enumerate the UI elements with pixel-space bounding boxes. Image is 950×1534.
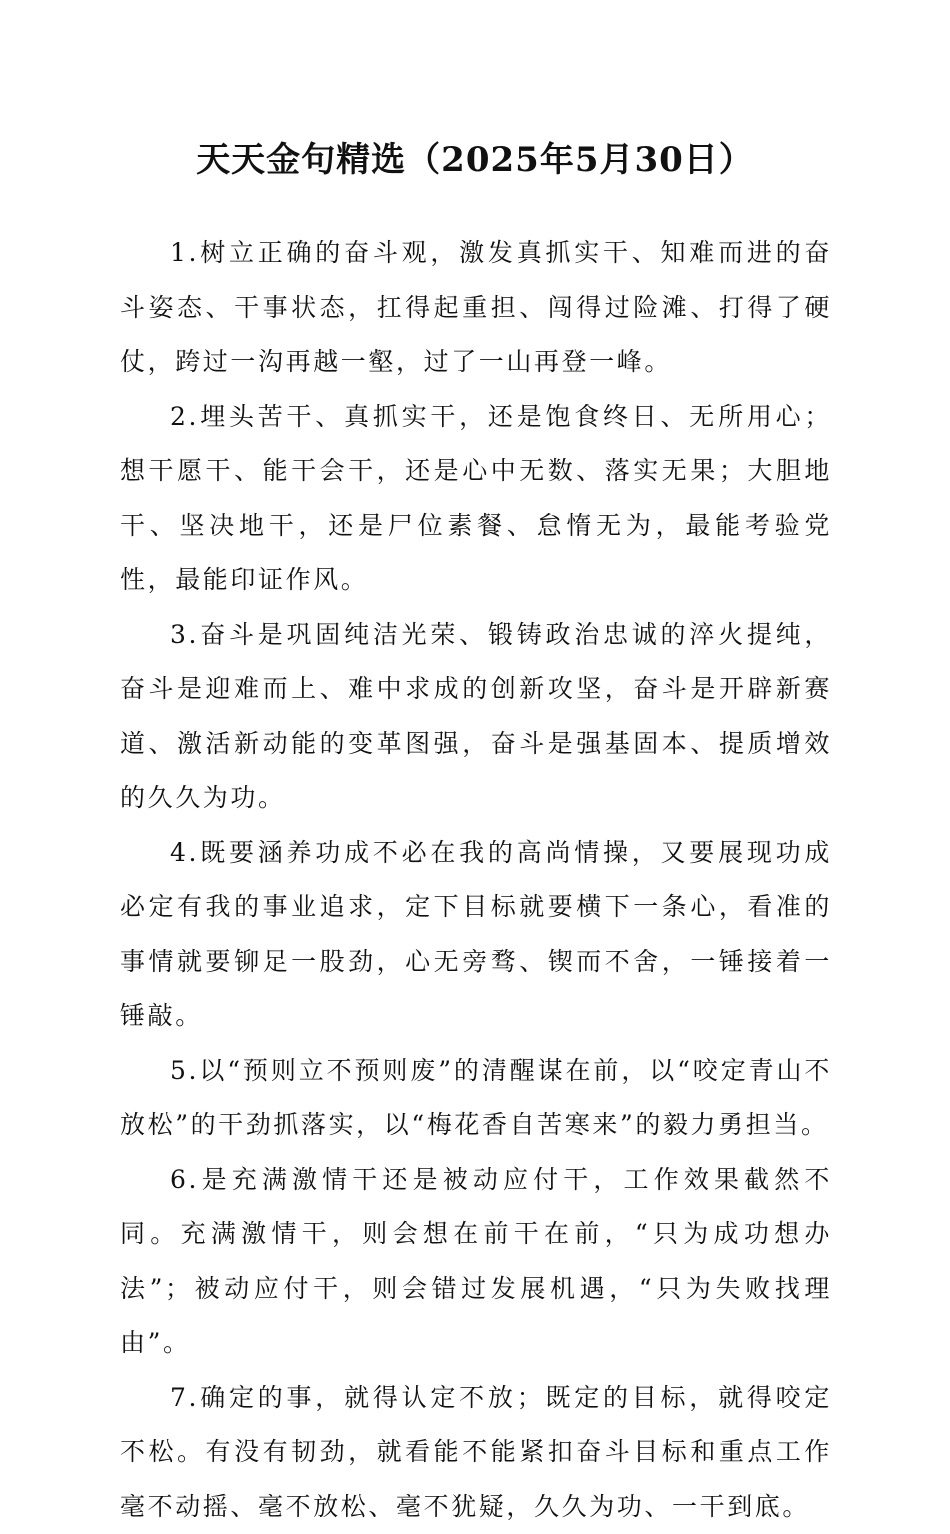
quote-paragraph-1: 1.树立正确的奋斗观，激发真抓实干、知难而进的奋斗姿态、干事状态，扛得起重担、闯得过险滩、打得了硬仗，跨过一沟再越一壑，过了一山再登一峰。 (120, 226, 832, 390)
quote-paragraph-4: 4.既要涵养功成不必在我的高尚情操，又要展现功成必定有我的事业追求，定下目标就要横下一条心，看准的事情就要铆足一股劲，心无旁骛、锲而不舍，一锤接着一锤敲。 (120, 826, 832, 1044)
quote-paragraph-6: 6.是充满激情干还是被动应付干，工作效果截然不同。充满激情干，则会想在前干在前，“只为成功想办法”；被动应付干，则会错过发展机遇，“只为失败找理由”。 (120, 1153, 832, 1371)
quote-paragraph-7: 7.确定的事，就得认定不放；既定的目标，就得咬定不松。有没有韧劲，就看能不能紧扣奋斗目标和重点工作毫不动摇、毫不放松、毫不犹疑，久久为功、一干到底。 (120, 1371, 832, 1534)
document-body (120, 226, 832, 1534)
quote-paragraph-5: 5.以“预则立不预则废”的清醒谋在前，以“咬定青山不放松”的干劲抓落实，以“梅花香自苦寒来”的毅力勇担当。 (120, 1044, 832, 1153)
quote-paragraph-2: 2.埋头苦干、真抓实干，还是饱食终日、无所用心；想干愿干、能干会干，还是心中无数、落实无果；大胆地干、坚决地干，还是尸位素餐、怠惰无为，最能考验党性，最能印证作风。 (120, 390, 832, 608)
quote-paragraph-3: 3.奋斗是巩固纯洁光荣、锻铸政治忠诚的淬火提纯，奋斗是迎难而上、难中求成的创新攻坚，奋斗是开辟新赛道、激活新动能的变革图强，奋斗是强基固本、提质增效的久久为功。 (120, 608, 832, 826)
document-title: 天天金句精选（2025年5月30日） (0, 136, 950, 184)
